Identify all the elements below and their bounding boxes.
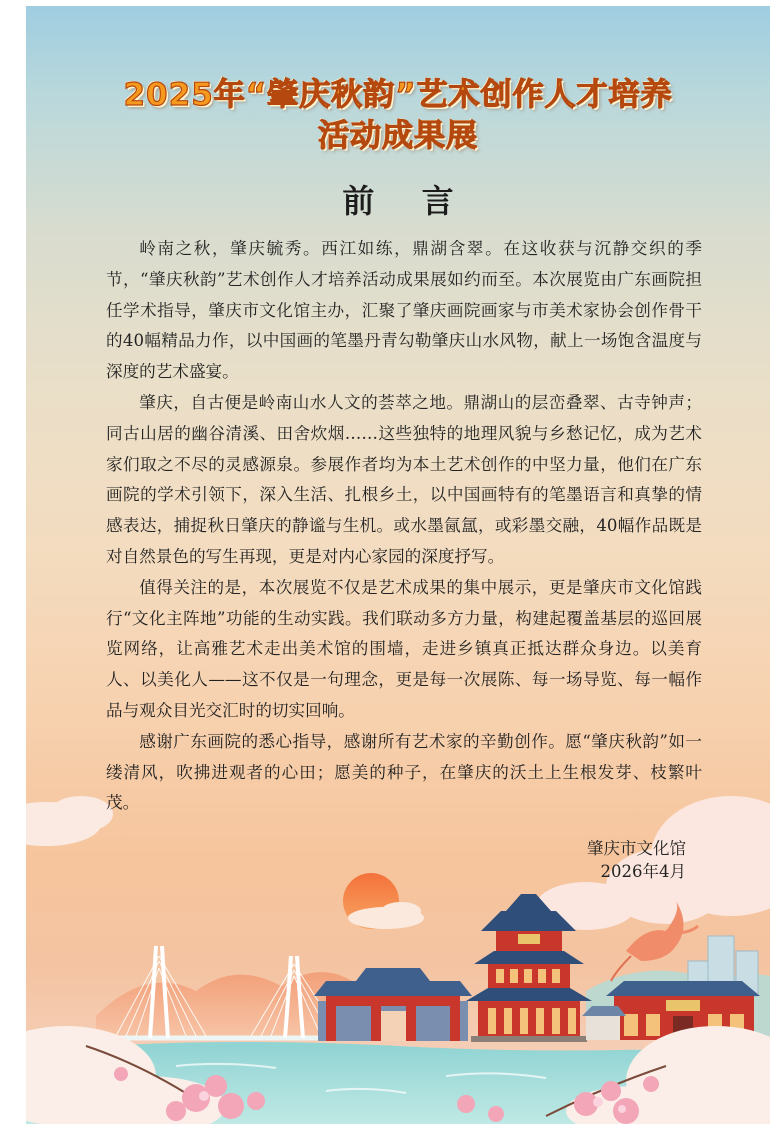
paragraph: 感谢广东画院的悉心指导，感谢所有艺术家的辛勤创作。愿“肇庆秋韵”如一缕清风，吹拂进观者的心田；愿美的种子，在肇庆的沃土上生根发芽、枝繁叶茂。 — [106, 731, 702, 813]
poster — [26, 6, 770, 1124]
paragraph: 岭南之秋，肇庆毓秀。西江如练，鼎湖含翠。在这收获与沉静交织的季节，“肇庆秋韵”艺术创作人才培养活动成果展如约而至。本次展览由广东画院担任学术指导，肇庆市文化馆主办，汇聚了肇庆画院画家与市美术家协会创作骨干的40幅精品力作，以中国画的笔墨丹青勾勒肇庆山水风物，献上一场饱含温度与深度的艺术盛宴。 — [106, 239, 702, 382]
paragraph: 肇庆，自古便是岭南山水人文的荟萃之地。鼎湖山的层峦叠翠、古寺钟声；同古山居的幽谷清溪、田舍炊烟……这些独特的地理风貌与乡愁记忆，成为艺术家们取之不尽的灵感源泉。参展作者均为本土艺术创作的中坚力量，他们在广东画院的学术引领下，深入生活、扎根乡土，以中国画特有的笔墨语言和真挚的情感表达，捕捉秋日肇庆的静谧与生机。或水墨氤氲，或彩墨交融，40幅作品既是对自然景色的写生再现，更是对内心家园的深度抒写。 — [106, 392, 702, 566]
preface-body — [106, 234, 702, 819]
paragraph: 值得关注的是，本次展览不仅是艺术成果的集中展示，更是肇庆市文化馆践行“文化主阵地”功能的生动实践。我们联动多方力量，构建起覆盖基层的巡回展览网络，让高雅艺术走出美术馆的围墙，走进乡镇真正抵达群众身边。以美育人、以美化人——这不仅是一句理念，更是每一次展陈、每一场导览、每一幅作品与观众目光交汇时的切实回响。 — [106, 577, 702, 720]
preface-heading: 前 言 — [342, 182, 472, 220]
cloud-left — [26, 796, 113, 846]
exhibition-title-line1: 2025年“肇庆秋韵”艺术创作人才培养 — [123, 77, 673, 113]
exhibition-title-line2: 活动成果展 — [318, 118, 478, 154]
signature-organization: 肇庆市文化馆 — [587, 839, 686, 858]
signature-date: 2026年4月 — [600, 862, 686, 881]
